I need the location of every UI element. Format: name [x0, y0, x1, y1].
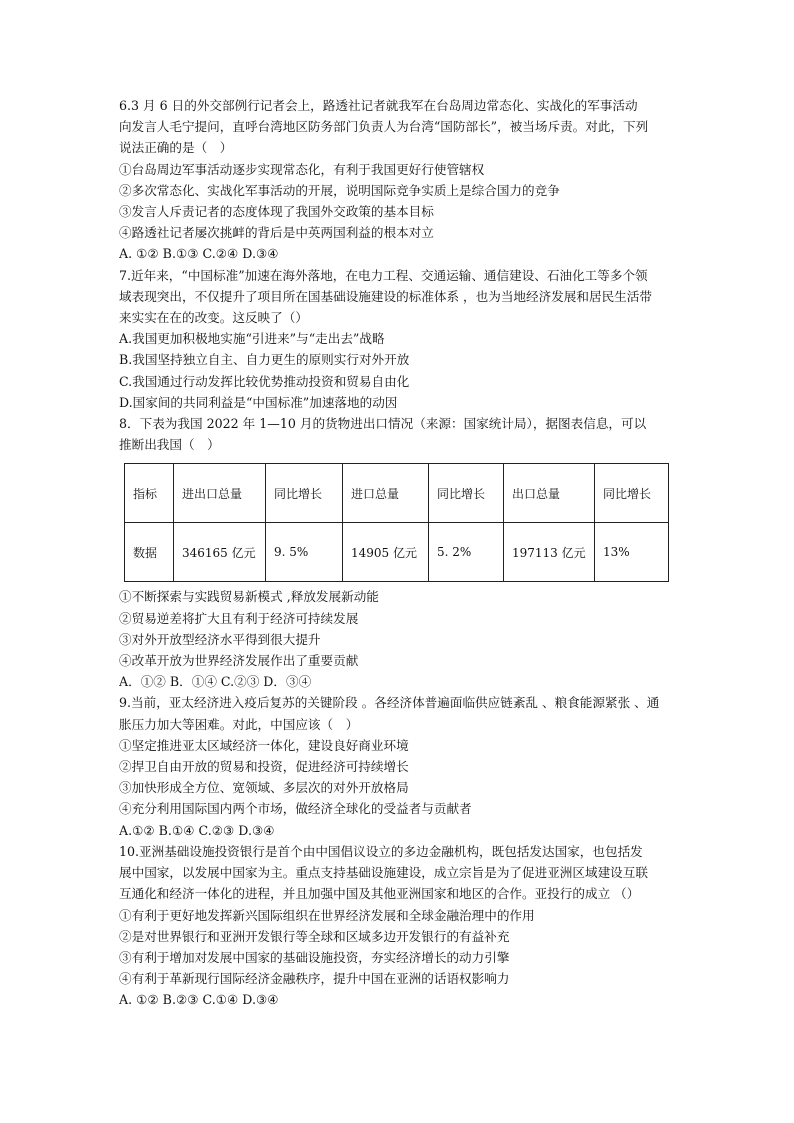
table-header-cell: 同比增长: [595, 464, 669, 523]
option-line: ④充分利用国际国内两个市场，做经济全球化的受益者与贡献者: [119, 801, 472, 817]
question-stem-line: 胀压力加大等困难。对此，中国应该（ ）: [119, 716, 359, 732]
option-line: ①有利于更好地发挥新兴国际组织在世界经济发展和全球金融治理中的作用: [119, 907, 535, 923]
question-stem-line: 8．下表为我国 2022 年 1—10 月的货物进出口情况（来源：国家统计局），据图表信息，可以: [119, 416, 647, 432]
option-line: ①坚定推进亚太区域经济一体化，建设良好商业环境: [119, 737, 409, 753]
option-line: ②多次常态化、实战化军事活动的开展，说明国际竞争实质上是综合国力的竞争: [119, 182, 560, 198]
question-stem-line: 向发言人毛宁提问，直呼台湾地区防务部门负责人为台湾“国防部长”，被当场斥责。对此，下列: [119, 119, 649, 135]
question-8: [119, 413, 675, 692]
question-stem-line: 6.3 月 6 日的外交部例行记者会上，路透社记者就我军在台岛周边常态化、实战化的军事活动: [119, 98, 638, 113]
question-stem-line: 9.当前，亚太经济进入疫后复苏的关键阶段 。各经济体普遍面临供应链紊乱 、粮食能源紧张 、通: [119, 695, 660, 711]
table-header-cell: 指标: [125, 464, 174, 523]
table-row: [125, 523, 669, 582]
option-line: ④改革开放为世界经济发展作出了重要贡献: [119, 653, 359, 669]
question-7: [119, 265, 675, 413]
question-6: [119, 95, 675, 265]
table-header-cell: 同比增长: [266, 464, 343, 523]
question-stem-line: 10.亚洲基础设施投资银行是首个由中国倡议设立的多边金融机构，既包括发达国家，也包括发: [119, 843, 643, 859]
option-line: ③对外开放型经济水平得到很大提升: [119, 631, 321, 647]
question-stem-line: 说法正确的是（ ）: [119, 140, 233, 156]
table-cell: 197113 亿元: [504, 523, 595, 582]
table-cell: 5. 2%: [429, 523, 504, 582]
table-header-row: [125, 464, 669, 523]
question-stem-line: 来实实在在的改变。这反映了（）: [119, 310, 308, 326]
option-line: A.我国更加积极地实施“引进来”与“走出去”战略: [119, 331, 385, 347]
option-line: B.我国坚持独立自主、自力更生的原则实行对外开放: [119, 352, 410, 368]
question-9: [119, 692, 675, 840]
question-10: [119, 841, 675, 1011]
table-cell: 346165 亿元: [174, 523, 266, 582]
question-stem-line: 展中国家，以发展中国家为主。重点支持基础设施建设，成立宗旨是为了促进亚洲区域建设互联: [119, 865, 648, 881]
table-header-cell: 进口总量: [343, 464, 429, 523]
option-line: ①台岛周边军事活动逐步实现常态化，有利于我国更好行使管辖权: [119, 161, 485, 177]
table-cell: 13%: [595, 523, 669, 582]
option-line: ④有利于革新现行国际经济金融秩序，提升中国在亚洲的话语权影响力: [119, 971, 510, 987]
option-line: ②是对世界银行和亚洲开发银行等全球和区域多边开发银行的有益补充: [119, 928, 510, 944]
option-line: ③发言人斥责记者的态度体现了我国外交政策的基本目标: [119, 204, 434, 220]
exam-page: [119, 95, 675, 1011]
answer-choices: A.①② B.①④ C.②③ D.③④: [119, 822, 275, 838]
option-line: ③有利于增加对发展中国家的基础设施投资，夯实经济增长的动力引擎: [119, 949, 510, 965]
option-line: ②贸易逆差将扩大且有利于经济可持续发展: [119, 610, 359, 626]
option-line: ②捍卫自由开放的贸易和投资，促进经济可持续增长: [119, 759, 409, 775]
question-stem-line: 推断出我国（ ）: [119, 437, 220, 453]
option-line: ①不断探索与实践贸易新模式 ,释放发展新动能: [119, 589, 379, 605]
table-cell: 数据: [125, 523, 174, 582]
table-cell: 14905 亿元: [343, 523, 429, 582]
option-line: C.我国通过行动发挥比较优势推动投资和贸易自由化: [119, 373, 410, 389]
option-line: ④路透社记者屡次挑衅的背后是中英两国利益的根本对立: [119, 225, 434, 241]
trade-data-table: [124, 463, 669, 582]
option-line: D.国家间的共同利益是“中国标准”加速落地的动因: [119, 394, 398, 410]
answer-choices: A．①② B．①④ C.②③ D．③④: [119, 674, 312, 690]
table-header-cell: 出口总量: [504, 464, 595, 523]
answer-choices: A. ①② B.①③ C.②④ D.③④: [119, 246, 279, 262]
option-line: ③加快形成全方位、宽领域、多层次的对外开放格局: [119, 780, 409, 796]
question-stem-line: 7.近年来，“中国标准”加速在海外落地，在电力工程、交通运输、通信建设、石油化工等多个领: [119, 267, 648, 283]
question-stem-line: 域表现突出，不仅提升了项目所在国基础设施建设的标准体系 ，也为当地经济发展和居民生活带: [119, 288, 652, 304]
table-header-cell: 同比增长: [429, 464, 504, 523]
table-header-cell: 进出口总量: [174, 464, 266, 523]
answer-choices: A. ①② B.②③ C.①④ D.③④: [119, 992, 279, 1008]
table-cell: 9. 5%: [266, 523, 343, 582]
question-stem-line: 互通化和经济一体化的进程，并且加强中国及其他亚洲国家和地区的合作。亚投行的成立 （）: [119, 886, 640, 902]
